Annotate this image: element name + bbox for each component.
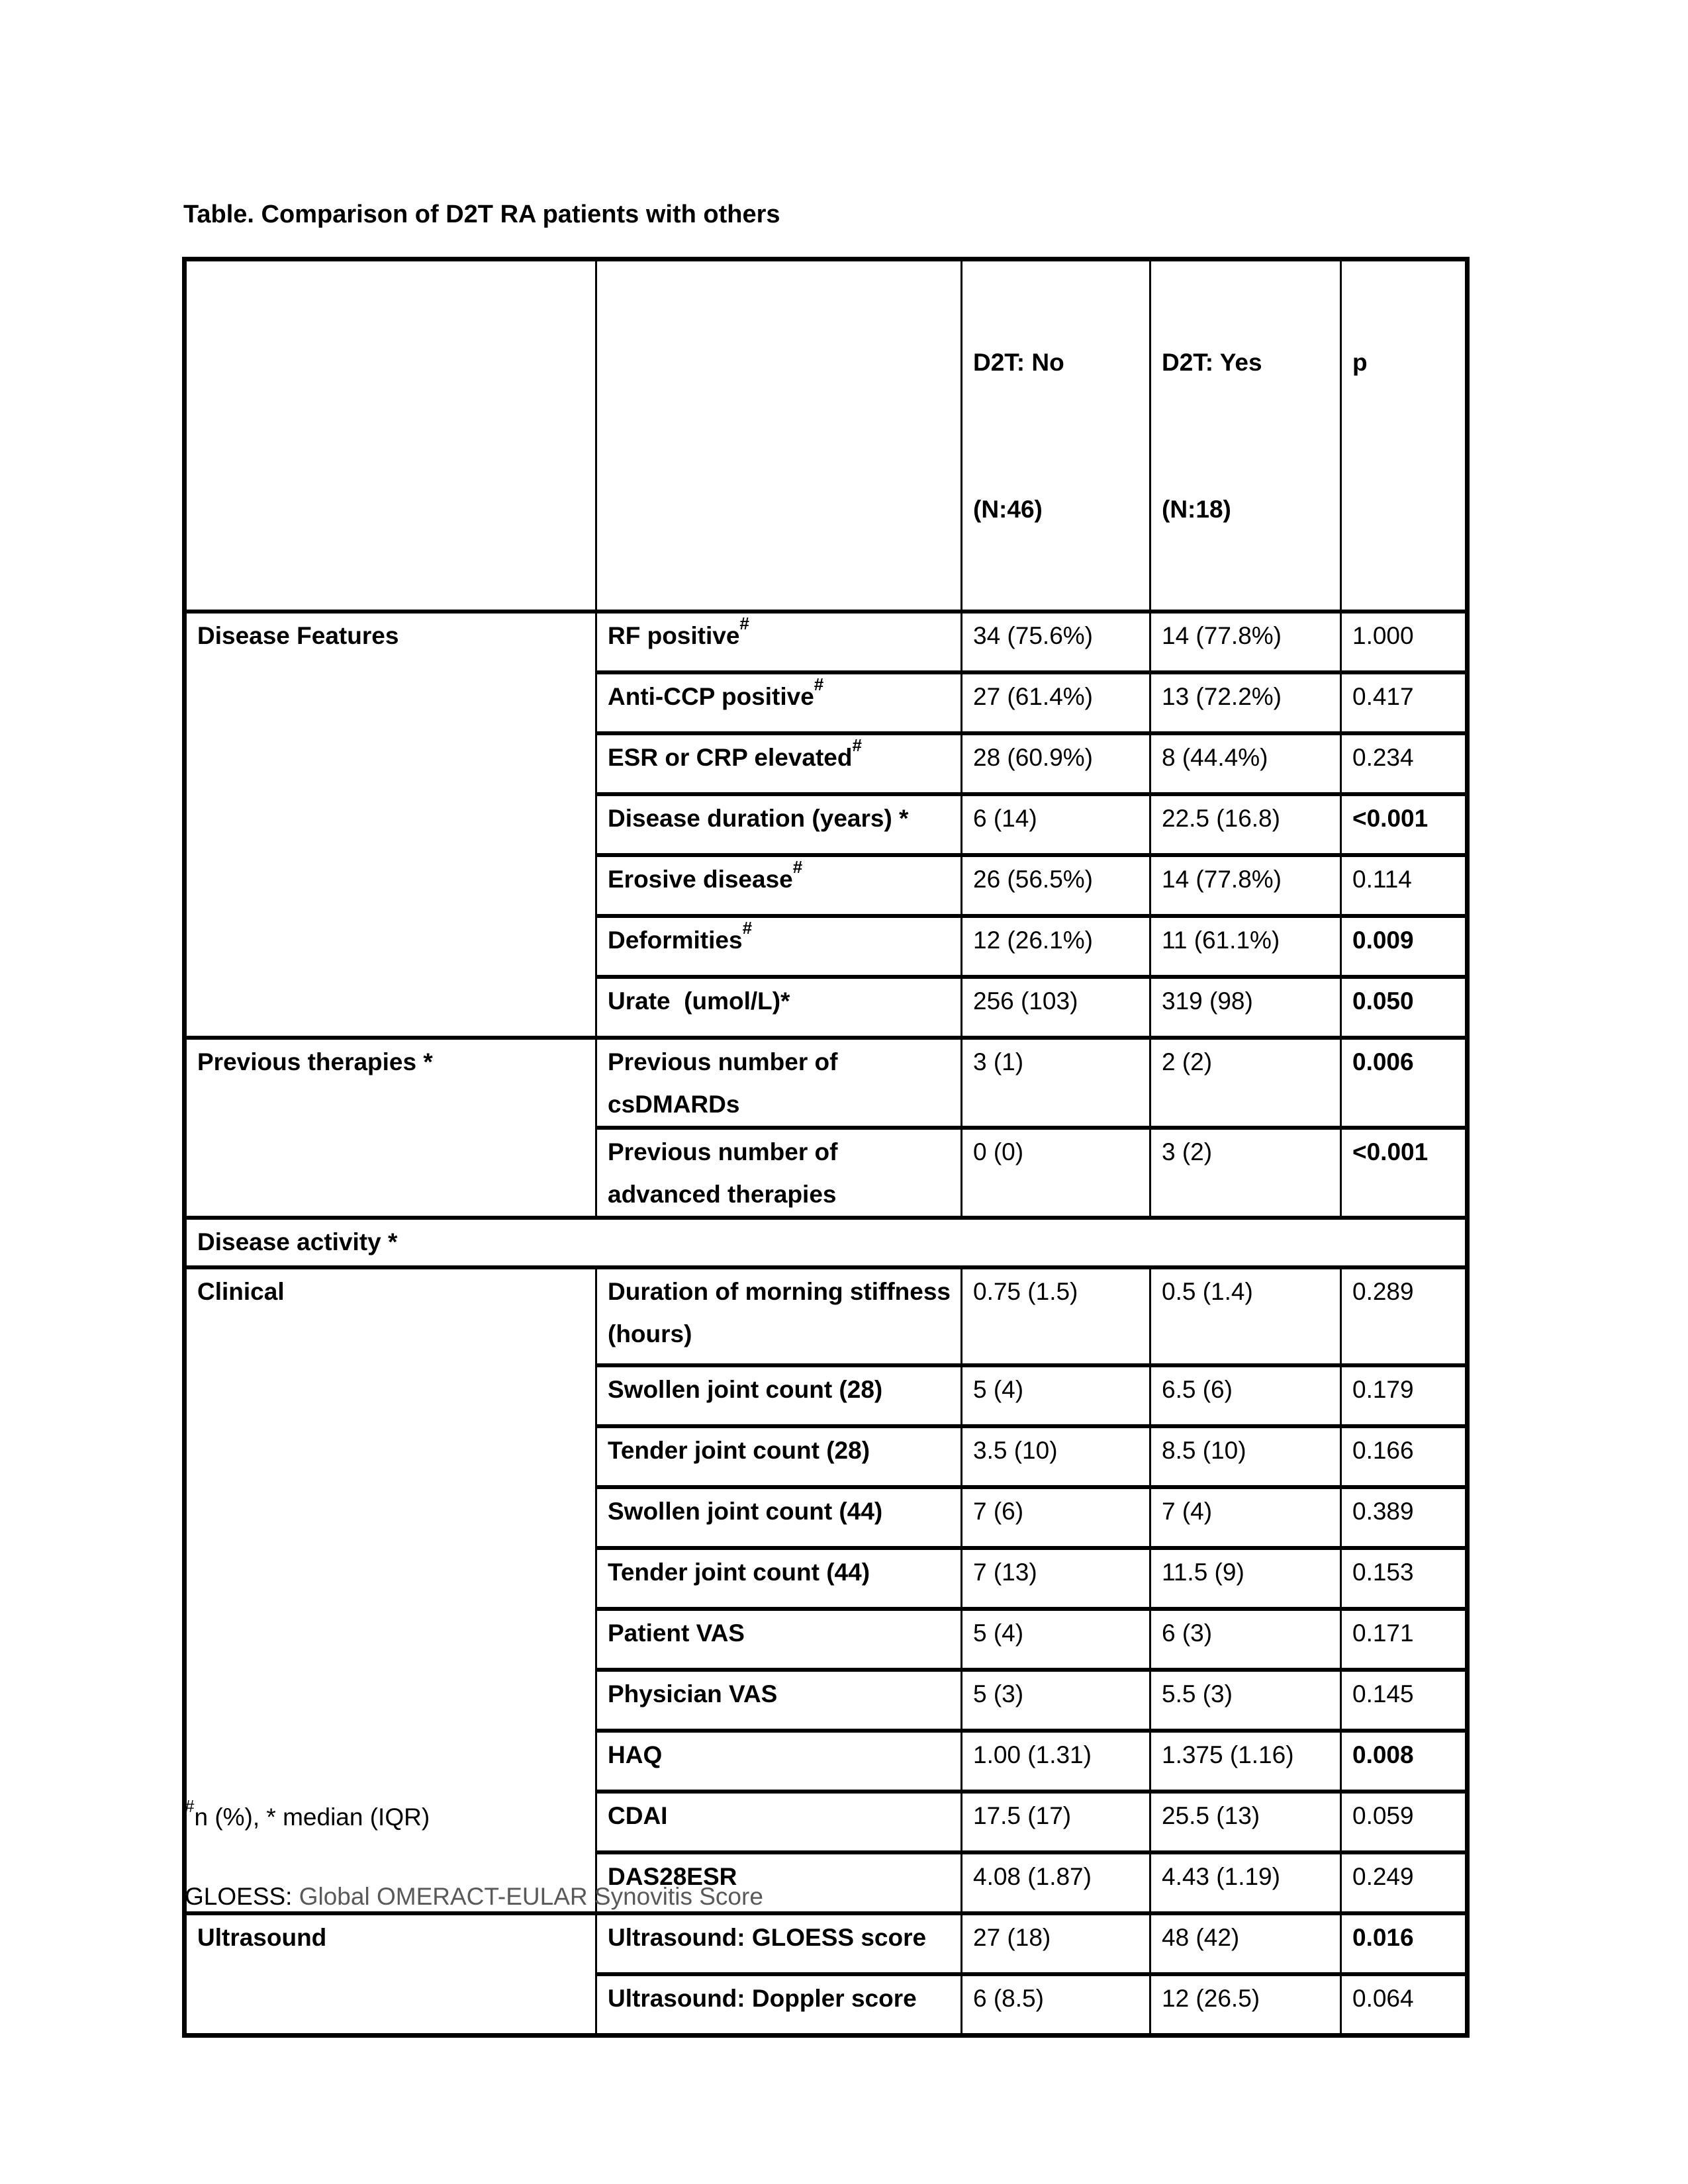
value-cell-d2t-yes: 11 (61.1%) bbox=[1150, 916, 1341, 977]
value-cell-d2t-yes: 14 (77.8%) bbox=[1150, 612, 1341, 672]
row-label: Physician VAS bbox=[608, 1680, 778, 1707]
row-label: HAQ bbox=[608, 1741, 663, 1768]
label-cell bbox=[596, 1913, 962, 1974]
header-d2t-no-line1: D2T: No bbox=[973, 349, 1064, 376]
p-value-cell: <0.001 bbox=[1341, 1128, 1468, 1218]
value-cell-d2t-no: 4.08 (1.87) bbox=[962, 1852, 1150, 1913]
row-label: Previous number of csDMARDs bbox=[608, 1048, 845, 1118]
p-value-cell: 1.000 bbox=[1341, 612, 1468, 672]
value-cell-d2t-yes: 48 (42) bbox=[1150, 1913, 1341, 1974]
value-cell-d2t-no: 17.5 (17) bbox=[962, 1792, 1150, 1852]
group-cell-clinical: Clinical bbox=[185, 1267, 596, 1913]
p-value-cell: 0.050 bbox=[1341, 977, 1468, 1038]
row-label: Anti-CCP positive bbox=[608, 683, 814, 710]
p-value-cell: 0.006 bbox=[1341, 1038, 1468, 1128]
value-cell-d2t-yes: 8 (44.4%) bbox=[1150, 733, 1341, 794]
p-value-cell: 0.008 bbox=[1341, 1731, 1468, 1792]
row-label: Tender joint count (28) bbox=[608, 1437, 870, 1464]
value-cell-d2t-no: 28 (60.9%) bbox=[962, 733, 1150, 794]
label-cell bbox=[596, 612, 962, 672]
footnote-symbols bbox=[185, 1796, 430, 1833]
value-cell-d2t-yes: 6.5 (6) bbox=[1150, 1365, 1341, 1426]
p-value-cell: 0.166 bbox=[1341, 1426, 1468, 1487]
table-header-row bbox=[185, 259, 1468, 612]
value-cell-d2t-yes: 2 (2) bbox=[1150, 1038, 1341, 1128]
label-cell bbox=[596, 1792, 962, 1852]
row-label: Ultrasound: GLOESS score bbox=[608, 1924, 927, 1951]
value-cell-d2t-yes: 6 (3) bbox=[1150, 1609, 1341, 1670]
value-cell-d2t-no: 27 (61.4%) bbox=[962, 672, 1150, 733]
footnote-gloess bbox=[185, 1881, 763, 1913]
label-cell bbox=[596, 1670, 962, 1731]
value-cell-d2t-yes: 12 (26.5) bbox=[1150, 1974, 1341, 2035]
header-empty-cell-2 bbox=[596, 259, 962, 612]
row-label: Swollen joint count (28) bbox=[608, 1376, 883, 1403]
table-row bbox=[185, 1267, 1468, 1365]
footnote-marker: # bbox=[814, 674, 824, 694]
label-cell bbox=[596, 733, 962, 794]
row-label: Erosive disease bbox=[608, 866, 793, 893]
value-cell-d2t-yes: 1.375 (1.16) bbox=[1150, 1731, 1341, 1792]
value-cell-d2t-yes: 7 (4) bbox=[1150, 1487, 1341, 1548]
footnote-marker: # bbox=[739, 614, 749, 633]
row-label: Patient VAS bbox=[608, 1619, 745, 1647]
p-value-cell: 0.059 bbox=[1341, 1792, 1468, 1852]
group-cell-previous-therapies: Previous therapies * bbox=[185, 1038, 596, 1218]
value-cell-d2t-no: 7 (13) bbox=[962, 1548, 1150, 1609]
p-value-cell: 0.389 bbox=[1341, 1487, 1468, 1548]
label-cell bbox=[596, 977, 962, 1038]
header-empty-cell-1 bbox=[185, 259, 596, 612]
label-cell bbox=[596, 1974, 962, 2035]
footnote-marker: # bbox=[792, 857, 803, 877]
value-cell-d2t-no: 27 (18) bbox=[962, 1913, 1150, 1974]
header-d2t-yes-line1: D2T: Yes bbox=[1162, 349, 1262, 376]
value-cell-d2t-yes: 0.5 (1.4) bbox=[1150, 1267, 1341, 1365]
p-value-cell: 0.249 bbox=[1341, 1852, 1468, 1913]
value-cell-d2t-yes: 14 (77.8%) bbox=[1150, 855, 1341, 916]
table-title: Table. Comparison of D2T RA patients with others bbox=[183, 201, 780, 228]
row-label: Deformities bbox=[608, 927, 743, 954]
value-cell-d2t-no: 6 (8.5) bbox=[962, 1974, 1150, 2035]
gloess-label: GLOESS: bbox=[185, 1883, 293, 1910]
header-d2t-yes bbox=[1150, 259, 1341, 612]
footnote-marker: # bbox=[852, 735, 862, 755]
header-d2t-no-line2: (N:46) bbox=[973, 496, 1043, 523]
gloess-definition: Global OMERACT-EULAR Synovitis Score bbox=[299, 1883, 763, 1910]
value-cell-d2t-yes: 13 (72.2%) bbox=[1150, 672, 1341, 733]
value-cell-d2t-no: 256 (103) bbox=[962, 977, 1150, 1038]
header-d2t-yes-line2: (N:18) bbox=[1162, 496, 1231, 523]
value-cell-d2t-no: 12 (26.1%) bbox=[962, 916, 1150, 977]
table-row bbox=[185, 1913, 1468, 1974]
value-cell-d2t-no: 0.75 (1.5) bbox=[962, 1267, 1150, 1365]
header-p bbox=[1341, 259, 1468, 612]
row-label: ESR or CRP elevated bbox=[608, 744, 853, 771]
header-p-label: p bbox=[1352, 349, 1368, 376]
row-label: RF positive bbox=[608, 622, 740, 649]
footnote-symbols-text: n (%), * median (IQR) bbox=[194, 1803, 430, 1831]
value-cell-d2t-yes: 25.5 (13) bbox=[1150, 1792, 1341, 1852]
p-value-cell: 0.145 bbox=[1341, 1670, 1468, 1731]
table-row-disease-activity bbox=[185, 1218, 1468, 1267]
value-cell-d2t-no: 26 (56.5%) bbox=[962, 855, 1150, 916]
comparison-table bbox=[182, 257, 1470, 2038]
p-value-cell: 0.064 bbox=[1341, 1974, 1468, 2035]
p-value-cell: 0.234 bbox=[1341, 733, 1468, 794]
label-cell bbox=[596, 916, 962, 977]
value-cell-d2t-no: 7 (6) bbox=[962, 1487, 1150, 1548]
label-cell bbox=[596, 672, 962, 733]
label-cell bbox=[596, 1609, 962, 1670]
row-label: Swollen joint count (44) bbox=[608, 1498, 883, 1525]
group-cell-disease-activity: Disease activity * bbox=[185, 1218, 1468, 1267]
value-cell-d2t-yes: 5.5 (3) bbox=[1150, 1670, 1341, 1731]
p-value-cell: 0.153 bbox=[1341, 1548, 1468, 1609]
label-cell bbox=[596, 1731, 962, 1792]
value-cell-d2t-no: 5 (4) bbox=[962, 1365, 1150, 1426]
value-cell-d2t-no: 5 (4) bbox=[962, 1609, 1150, 1670]
label-cell bbox=[596, 1038, 962, 1128]
label-cell bbox=[596, 1487, 962, 1548]
p-value-cell: 0.171 bbox=[1341, 1609, 1468, 1670]
value-cell-d2t-yes: 22.5 (16.8) bbox=[1150, 794, 1341, 855]
row-label: DAS28ESR bbox=[608, 1863, 737, 1890]
row-label: Tender joint count (44) bbox=[608, 1559, 870, 1586]
row-label: Duration of morning stiffness (hours) bbox=[608, 1278, 958, 1347]
value-cell-d2t-no: 34 (75.6%) bbox=[962, 612, 1150, 672]
row-label: Urate (umol/L)* bbox=[608, 987, 790, 1015]
p-value-cell: 0.417 bbox=[1341, 672, 1468, 733]
value-cell-d2t-no: 5 (3) bbox=[962, 1670, 1150, 1731]
p-value-cell: 0.016 bbox=[1341, 1913, 1468, 1974]
label-cell bbox=[596, 1426, 962, 1487]
group-cell-disease-features: Disease Features bbox=[185, 612, 596, 1038]
value-cell-d2t-no: 6 (14) bbox=[962, 794, 1150, 855]
row-label: Previous number of advanced therapies bbox=[608, 1138, 845, 1208]
label-cell bbox=[596, 855, 962, 916]
row-label: Ultrasound: Doppler score bbox=[608, 1985, 917, 2012]
value-cell-d2t-yes: 4.43 (1.19) bbox=[1150, 1852, 1341, 1913]
label-cell bbox=[596, 1548, 962, 1609]
label-cell bbox=[596, 1365, 962, 1426]
footnote-marker: # bbox=[742, 918, 753, 938]
table-row bbox=[185, 612, 1468, 672]
group-cell-ultrasound: Ultrasound bbox=[185, 1913, 596, 2035]
hash-marker: # bbox=[185, 1796, 195, 1816]
value-cell-d2t-yes: 3 (2) bbox=[1150, 1128, 1341, 1218]
value-cell-d2t-no: 3 (1) bbox=[962, 1038, 1150, 1128]
row-label: CDAI bbox=[608, 1802, 668, 1829]
row-label: Disease duration (years) * bbox=[608, 805, 909, 832]
p-value-cell: 0.289 bbox=[1341, 1267, 1468, 1365]
value-cell-d2t-yes: 319 (98) bbox=[1150, 977, 1341, 1038]
value-cell-d2t-yes: 11.5 (9) bbox=[1150, 1548, 1341, 1609]
label-cell bbox=[596, 794, 962, 855]
value-cell-d2t-no: 0 (0) bbox=[962, 1128, 1150, 1218]
header-d2t-no bbox=[962, 259, 1150, 612]
p-value-cell: <0.001 bbox=[1341, 794, 1468, 855]
value-cell-d2t-no: 1.00 (1.31) bbox=[962, 1731, 1150, 1792]
value-cell-d2t-no: 3.5 (10) bbox=[962, 1426, 1150, 1487]
label-cell bbox=[596, 1128, 962, 1218]
table-row bbox=[185, 1038, 1468, 1128]
p-value-cell: 0.179 bbox=[1341, 1365, 1468, 1426]
value-cell-d2t-yes: 8.5 (10) bbox=[1150, 1426, 1341, 1487]
label-cell bbox=[596, 1267, 962, 1365]
p-value-cell: 0.114 bbox=[1341, 855, 1468, 916]
p-value-cell: 0.009 bbox=[1341, 916, 1468, 977]
